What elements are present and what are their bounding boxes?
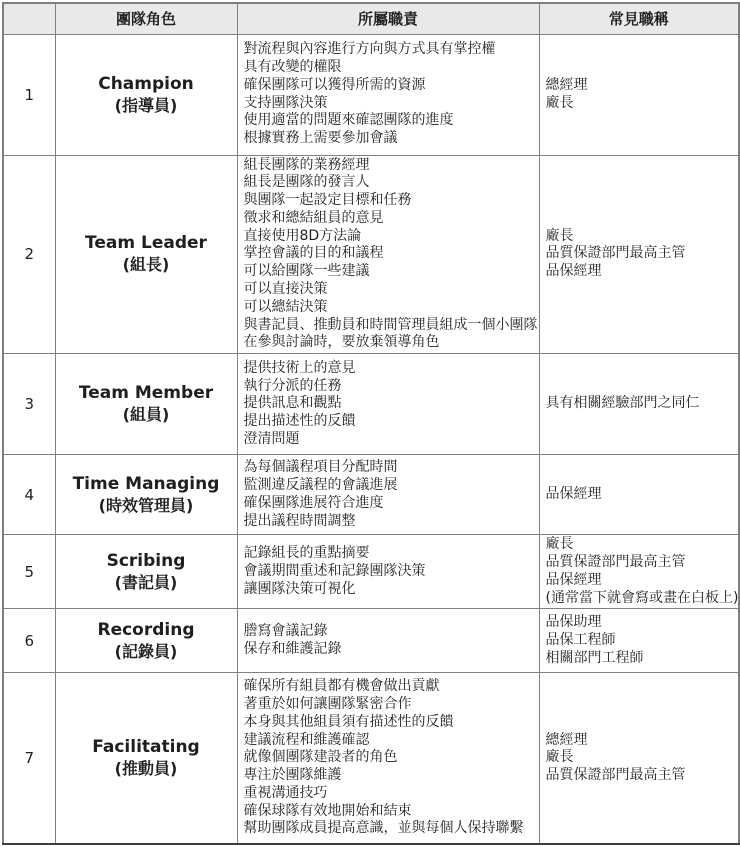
column-header-duties: 所屬職責 (237, 3, 539, 34)
text-line: 總經理 (545, 76, 588, 93)
text-line: 記錄組長的重點摘要 (243, 545, 370, 562)
titles-cell (539, 673, 739, 844)
duties-cell (237, 354, 539, 455)
text-line: 具有相關經驗部門之同仁 (545, 395, 700, 412)
text-line: 為每個議程項目分配時間 (243, 459, 398, 476)
text-line: 組長團隊的業務經理 (243, 156, 370, 173)
text-line: 在參與討論時，要放棄領導角色 (243, 334, 440, 351)
text-line: 可以總結決策 (243, 298, 328, 315)
text-line: 廠長 (545, 94, 574, 111)
titles-cell (539, 455, 739, 535)
text-line: 品保助理 (545, 614, 602, 631)
column-header-role: 團隊角色 (55, 3, 237, 34)
role-name-zh: (指導員) (114, 95, 178, 115)
role-name-en: Champion (98, 73, 194, 94)
role-name-zh: (組長) (122, 255, 170, 275)
role-name-en: Scribing (106, 550, 186, 571)
text-line: 著重於如何讓團隊緊密合作 (243, 695, 412, 712)
role-name-en: Team Member (78, 383, 214, 404)
row-number: 1 (3, 34, 55, 155)
text-line: 組長是團隊的發言人 (243, 174, 370, 191)
text-line: 使用適當的問題來確認團隊的進度 (243, 112, 454, 129)
text-line: 相關部門工程師 (545, 649, 644, 666)
duties-cell (237, 535, 539, 609)
role-name-en: Facilitating (92, 737, 200, 758)
text-line: 提出議程時間調整 (243, 512, 356, 529)
text-line: 徵求和總結組員的意見 (243, 209, 384, 226)
text-line: 確保所有組員都有機會做出貢獻 (243, 678, 440, 695)
role-name-en: Time Managing (72, 473, 220, 494)
header-row (3, 3, 739, 34)
text-line: 確保團隊可以獲得所需的資源 (243, 76, 426, 93)
text-line: 品保經理 (545, 263, 602, 280)
table-row (3, 455, 739, 535)
titles-cell (539, 609, 739, 673)
text-line: 廠長 (545, 536, 574, 553)
role-name-zh: (記錄員) (114, 641, 178, 661)
text-line: 根據實務上需要參加會議 (243, 130, 398, 147)
text-line: 專注於團隊維護 (243, 767, 342, 784)
role-cell (55, 535, 237, 609)
titles-cell (539, 34, 739, 155)
text-line: 謄寫會議記錄 (243, 623, 328, 640)
text-line: 對流程與內容進行方向與方式具有掌控權 (243, 41, 496, 58)
text-line: 本身與其他組員須有描述性的反饋 (243, 713, 454, 730)
text-line: 與書記員、推動員和時間管理員組成一個小團隊 (243, 316, 538, 333)
row-number: 5 (3, 535, 55, 609)
duties-cell (237, 455, 539, 535)
text-line: 確保球隊有效地開始和結束 (243, 802, 412, 819)
text-line: 總經理 (545, 731, 588, 748)
text-line: 澄清問題 (243, 430, 300, 447)
row-number: 6 (3, 609, 55, 673)
text-line: 品保經理 (545, 485, 602, 502)
role-cell (55, 354, 237, 455)
text-line: 就像個團隊建設者的角色 (243, 749, 398, 766)
column-header-titles: 常見職稱 (539, 3, 739, 34)
text-line: 與團隊一起設定目標和任務 (243, 192, 412, 209)
role-cell (55, 609, 237, 673)
role-name-zh: (組員) (122, 405, 170, 425)
role-cell (55, 455, 237, 535)
text-line: 讓團隊決策可視化 (243, 580, 356, 597)
text-line: (通常當下就會寫或畫在白板上) (545, 589, 739, 606)
text-line: 廠長 (545, 749, 574, 766)
duties-cell (237, 609, 539, 673)
text-line: 提出描述性的反饋 (243, 413, 356, 430)
table-row (3, 535, 739, 609)
role-name-zh: (時效管理員) (98, 495, 194, 515)
row-number: 2 (3, 155, 55, 354)
titles-cell (539, 535, 739, 609)
text-line: 提供技術上的意見 (243, 359, 356, 376)
duties-cell (237, 673, 539, 844)
text-line: 品保工程師 (545, 632, 616, 649)
text-line: 具有改變的權限 (243, 58, 342, 75)
role-cell (55, 34, 237, 155)
text-line: 直接使用8D方法論 (243, 227, 362, 244)
text-line: 品保經理 (545, 571, 602, 588)
table-row (3, 155, 739, 354)
text-line: 執行分派的任務 (243, 377, 342, 394)
role-name-zh: (書記員) (114, 572, 178, 592)
table-row (3, 673, 739, 844)
text-line: 提供訊息和觀點 (243, 395, 342, 412)
duties-cell (237, 155, 539, 354)
text-line: 品質保證部門最高主管 (545, 554, 686, 571)
role-cell (55, 673, 237, 844)
table-row (3, 609, 739, 673)
column-header-index (3, 3, 55, 34)
text-line: 建議流程和維護確認 (243, 731, 370, 748)
text-line: 監測違反議程的會議進展 (243, 476, 398, 493)
text-line: 品質保證部門最高主管 (545, 767, 686, 784)
text-line: 保存和維護記錄 (243, 640, 342, 657)
role-name-zh: (推動員) (114, 759, 178, 779)
text-line: 可以直接決策 (243, 281, 328, 298)
row-number: 7 (3, 673, 55, 844)
text-line: 會議期間重述和記錄團隊決策 (243, 562, 426, 579)
table-row (3, 354, 739, 455)
duties-cell (237, 34, 539, 155)
text-line: 可以給團隊一些建議 (243, 263, 370, 280)
role-cell (55, 155, 237, 354)
text-line: 確保團隊進展符合進度 (243, 494, 384, 511)
text-line: 幫助團隊成員提高意識，並與每個人保持聯繫 (243, 820, 524, 837)
row-number: 4 (3, 455, 55, 535)
row-number: 3 (3, 354, 55, 455)
team-roles-table (2, 2, 740, 845)
role-name-en: Team Leader (85, 233, 207, 254)
titles-cell (539, 155, 739, 354)
text-line: 廠長 (545, 227, 574, 244)
text-line: 掌控會議的目的和議程 (243, 245, 384, 262)
text-line: 重視溝通技巧 (243, 784, 328, 801)
titles-cell (539, 354, 739, 455)
text-line: 品質保證部門最高主管 (545, 245, 686, 262)
table-row (3, 34, 739, 155)
text-line: 支持團隊決策 (243, 94, 328, 111)
role-name-en: Recording (97, 619, 195, 640)
